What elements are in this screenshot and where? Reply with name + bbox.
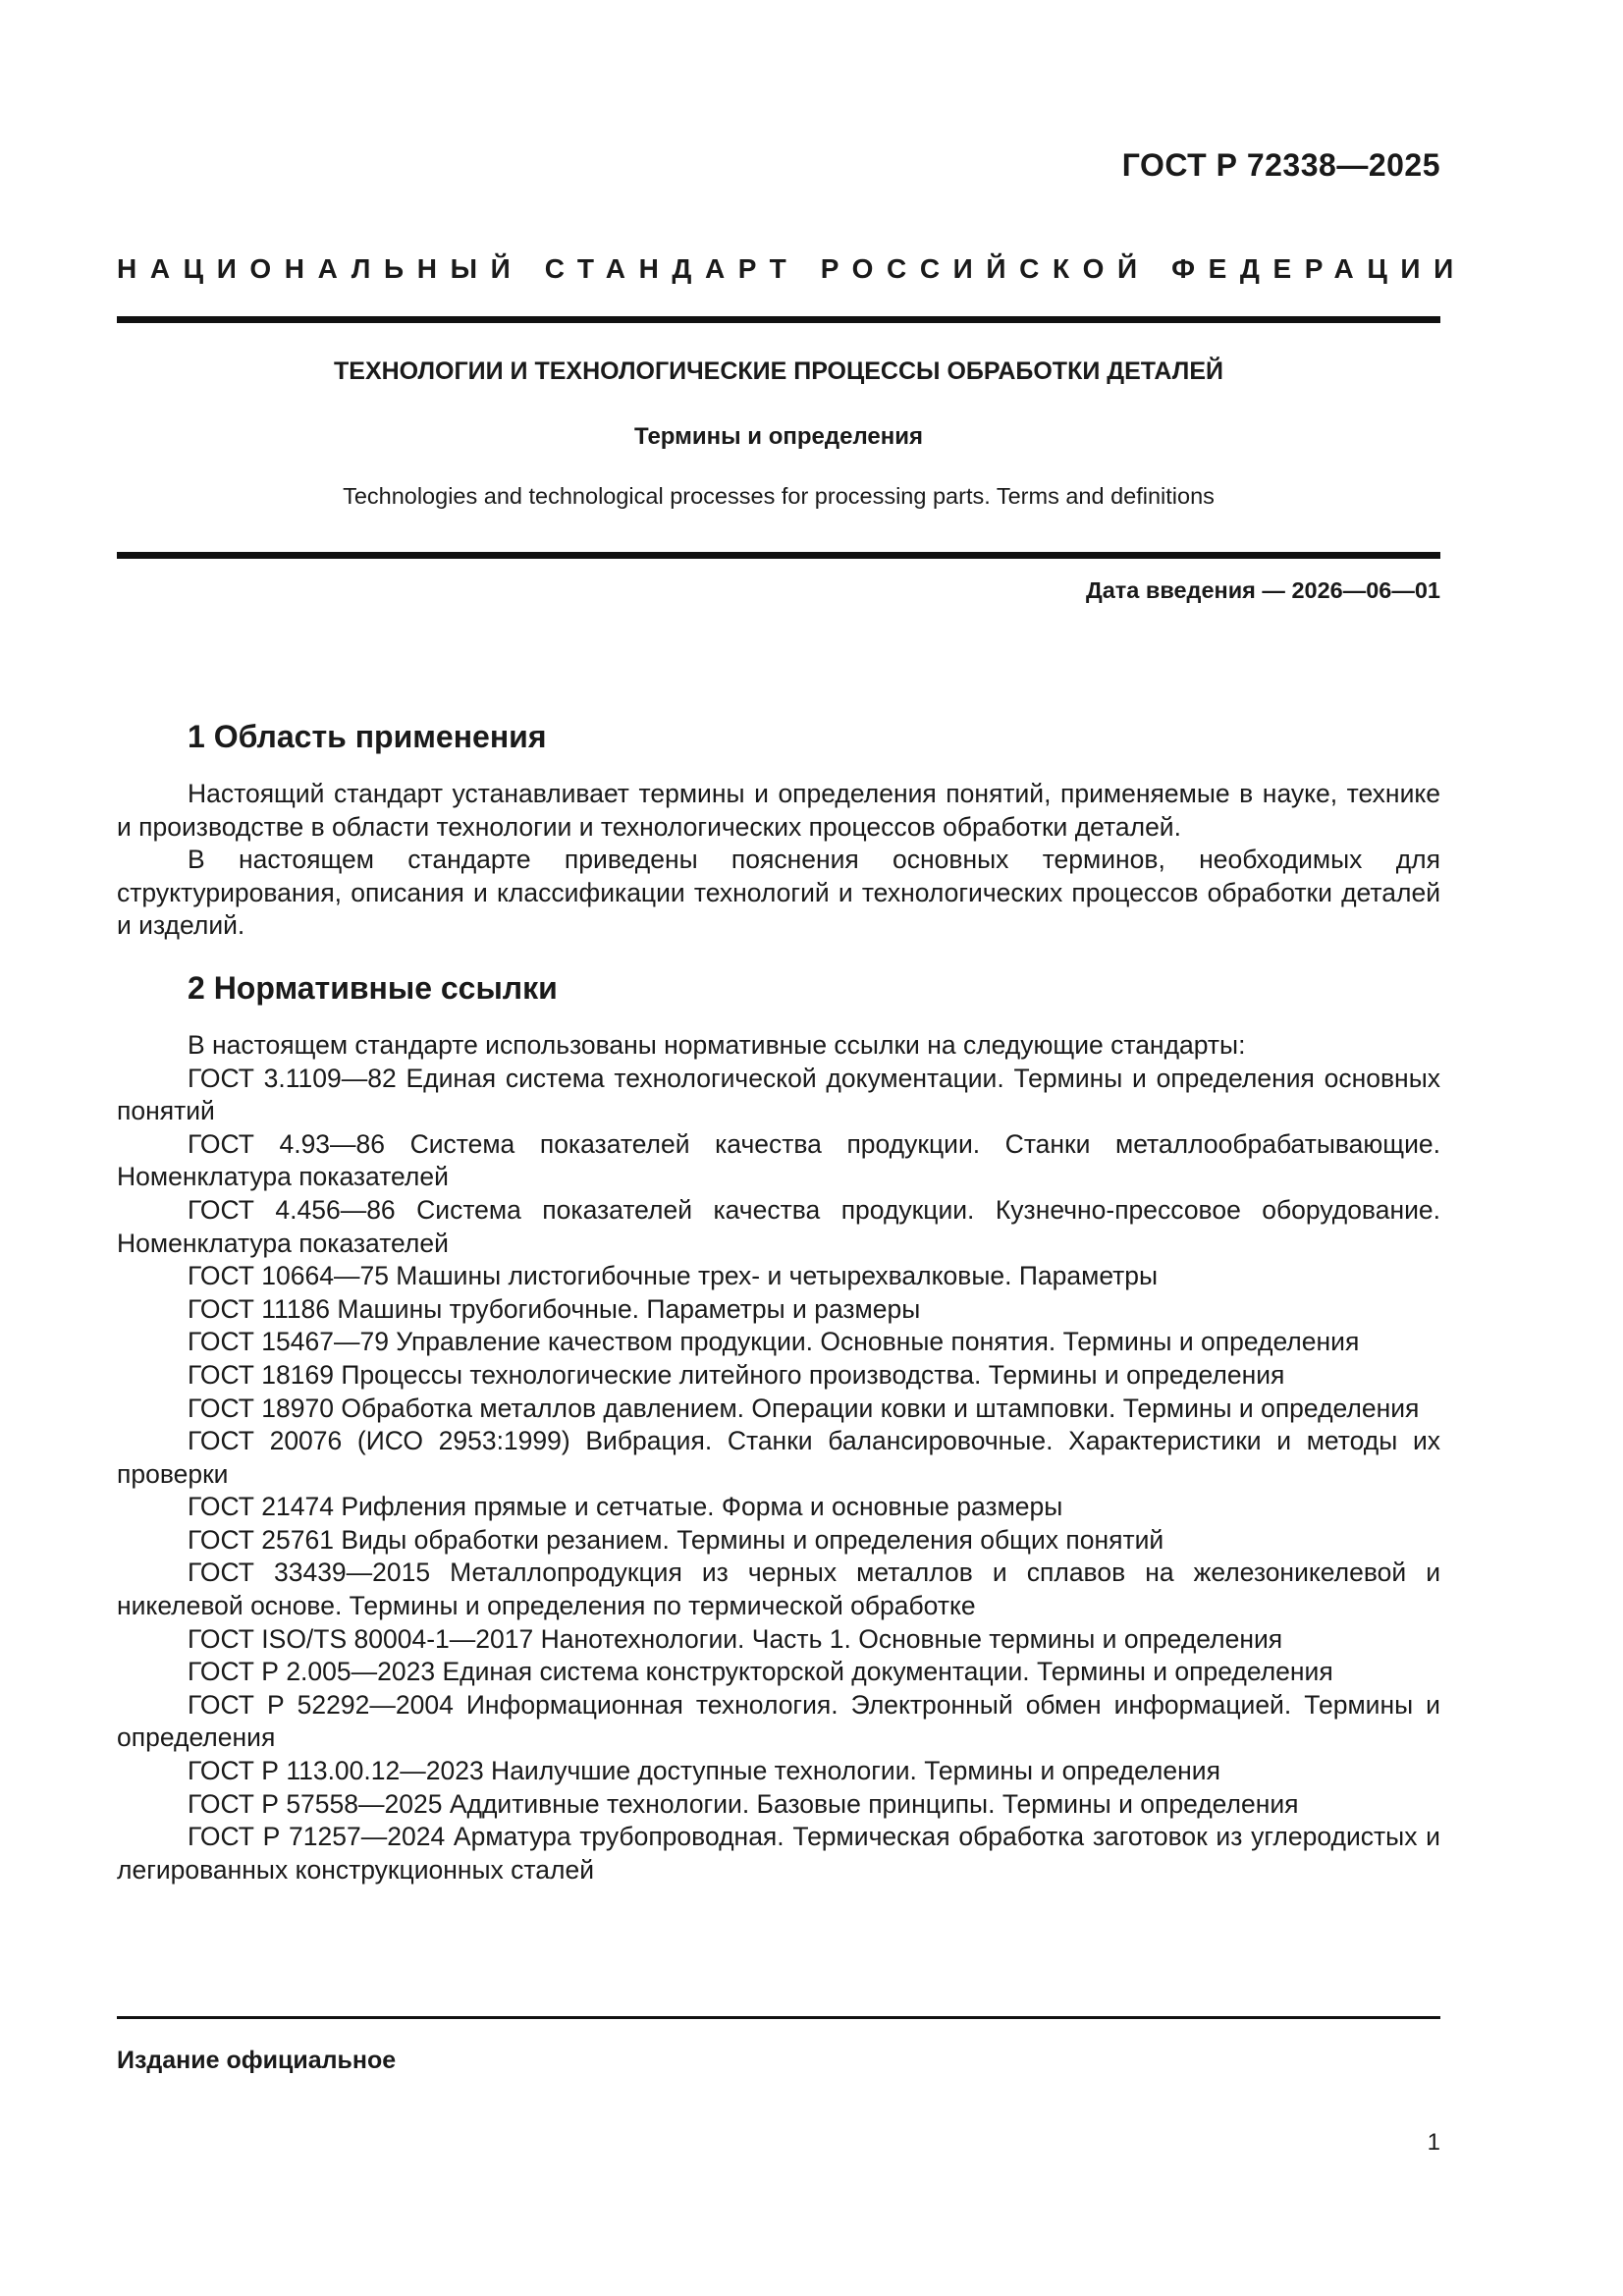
reference-item: ГОСТ 4.93—86 Система показателей качества продукции. Станки металлообрабатывающие. Номенклатура показателей <box>117 1128 1440 1192</box>
reference-item: ГОСТ 18169 Процессы технологические литейного производства. Термины и определения <box>188 1359 1285 1390</box>
section-heading-scope: 1 Область применения <box>188 719 547 754</box>
reference-item: ГОСТ 10664—75 Машины листогибочные трех- и четырехвалковые. Параметры <box>188 1261 1159 1291</box>
reference-item: ГОСТ 15467—79 Управление качеством продукции. Основные понятия. Термины и определения <box>188 1327 1360 1357</box>
document-title: ТЕХНОЛОГИИ И ТЕХНОЛОГИЧЕСКИЕ ПРОЦЕССЫ ОБРАБОТКИ ДЕТАЛЕЙ <box>334 357 1223 385</box>
reference-item: ГОСТ 11186 Машины трубогибочные. Параметры и размеры <box>188 1293 921 1324</box>
english-title: Technologies and technological processes for processing parts. Terms and definitions <box>343 483 1215 509</box>
title-divider <box>117 552 1440 559</box>
footer-divider <box>117 2016 1440 2019</box>
reference-item: ГОСТ Р 57558—2025 Аддитивные технологии. Базовые принципы. Термины и определения <box>188 1788 1299 1819</box>
reference-item: ГОСТ 18970 Обработка металлов давлением. Операции ковки и штамповки. Термины и определения <box>188 1393 1420 1423</box>
reference-item: ГОСТ 33439—2015 Металлопродукция из черных металлов и сплавов на железоникелевой и никелевой основе. Термины и определения по термической обработке <box>117 1558 1440 1621</box>
references-intro: В настоящем стандарте использованы нормативные ссылки на следующие стандарты: <box>188 1029 1246 1060</box>
reference-item: ГОСТ Р 113.00.12—2023 Наилучшие доступные технологии. Термины и определения <box>188 1756 1220 1786</box>
reference-item: ГОСТ 3.1109—82 Единая система технологической документации. Термины и определения основных понятий <box>117 1063 1440 1126</box>
introduction-date: Дата введения — 2026—06—01 <box>1085 577 1440 603</box>
document-body <box>117 717 1440 1886</box>
reference-item: ГОСТ 25761 Виды обработки резанием. Термины и определения общих понятий <box>188 1524 1164 1555</box>
official-edition-label: Издание официальное <box>117 2047 397 2074</box>
page-number: 1 <box>1427 2129 1440 2156</box>
scope-paragraph: В настоящем стандарте приведены пояснения основных терминов, необходимых для структурирования, описания и классификации технологий и технологических процессов обработки деталей и изделий. <box>117 845 1440 941</box>
national-standard-banner: НАЦИОНАЛЬНЫЙ СТАНДАРТ РОССИЙСКОЙ ФЕДЕРАЦИИ <box>117 253 1467 284</box>
reference-item: ГОСТ 4.456—86 Система показателей качества продукции. Кузнечно-прессовое оборудование. Номенклатура показателей <box>117 1194 1440 1258</box>
standard-code: ГОСТ Р 72338—2025 <box>1121 147 1440 183</box>
document-subtitle: Термины и определения <box>633 423 924 450</box>
document-page <box>117 0 1467 2296</box>
reference-item: ГОСТ Р 2.005—2023 Единая система конструкторской документации. Термины и определения <box>188 1657 1333 1687</box>
reference-item: ГОСТ Р 52292—2004 Информационная технология. Электронный обмен информацией. Термины и определения <box>117 1689 1440 1753</box>
reference-list <box>117 1063 1440 1887</box>
reference-item: ГОСТ 20076 (ИСО 2953:1999) Вибрация. Станки балансировочные. Характеристики и методы их проверки <box>117 1426 1440 1489</box>
section-heading-references: 2 Нормативные ссылки <box>188 969 558 1006</box>
top-divider <box>117 316 1440 323</box>
scope-paragraph: Настоящий стандарт устанавливает термины и определения понятий, применяемые в науке, технике и производстве в области технологии и технологических процессов обработки деталей. <box>117 779 1440 842</box>
reference-item: ГОСТ Р 71257—2024 Арматура трубопроводная. Термическая обработка заготовок из углеродистых и легированных конструкционных сталей <box>117 1822 1440 1885</box>
reference-item: ГОСТ 21474 Рифления прямые и сетчатые. Форма и основные размеры <box>188 1492 1063 1522</box>
reference-item: ГОСТ ISO/TS 80004-1—2017 Нанотехнологии. Часть 1. Основные термины и определения <box>188 1623 1283 1654</box>
